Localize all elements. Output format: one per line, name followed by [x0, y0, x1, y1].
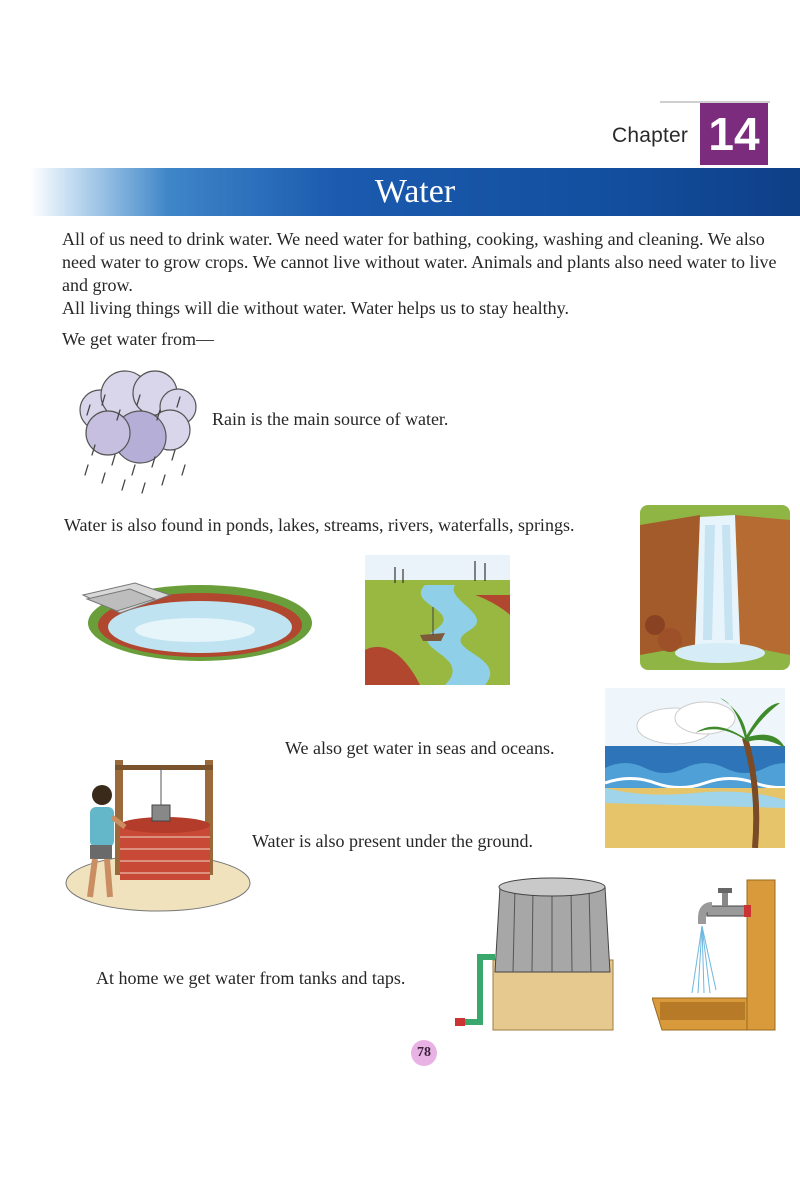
- page-number: 78: [411, 1040, 437, 1066]
- intro-paragraph-3: We get water from—: [62, 329, 214, 349]
- page-title: Water: [374, 173, 456, 210]
- river-icon: [365, 555, 510, 685]
- chapter-label: Chapter: [612, 124, 689, 147]
- chapter-number: 14: [700, 103, 768, 165]
- well-icon: [60, 755, 255, 915]
- pond-icon: [75, 575, 315, 665]
- intro-text: [62, 228, 782, 351]
- intro-paragraph-1: All of us need to drink water. We need water for bathing, cooking, washing and cleaning. We also need water to grow crops. We cannot live without water. Animals and plants also need water to live and grow.: [62, 229, 777, 295]
- tap-icon: [652, 878, 782, 1033]
- ground-water-text: Water is also present under the ground.: [252, 831, 533, 851]
- water-tank-icon: [455, 872, 620, 1034]
- water-bodies-text: Water is also found in ponds, lakes, streams, rivers, waterfalls, springs.: [64, 515, 575, 535]
- rain-text: Rain is the main source of water.: [212, 409, 449, 429]
- sea-beach-icon: [605, 688, 785, 848]
- waterfall-icon: [640, 505, 790, 670]
- title-banner: [30, 168, 800, 216]
- intro-paragraph-2: All living things will die without water. Water helps us to stay healthy.: [62, 298, 569, 318]
- rain-cloud-icon: [70, 365, 205, 500]
- home-water-text: At home we get water from tanks and taps.: [96, 968, 406, 988]
- seas-text: We also get water in seas and oceans.: [285, 738, 555, 758]
